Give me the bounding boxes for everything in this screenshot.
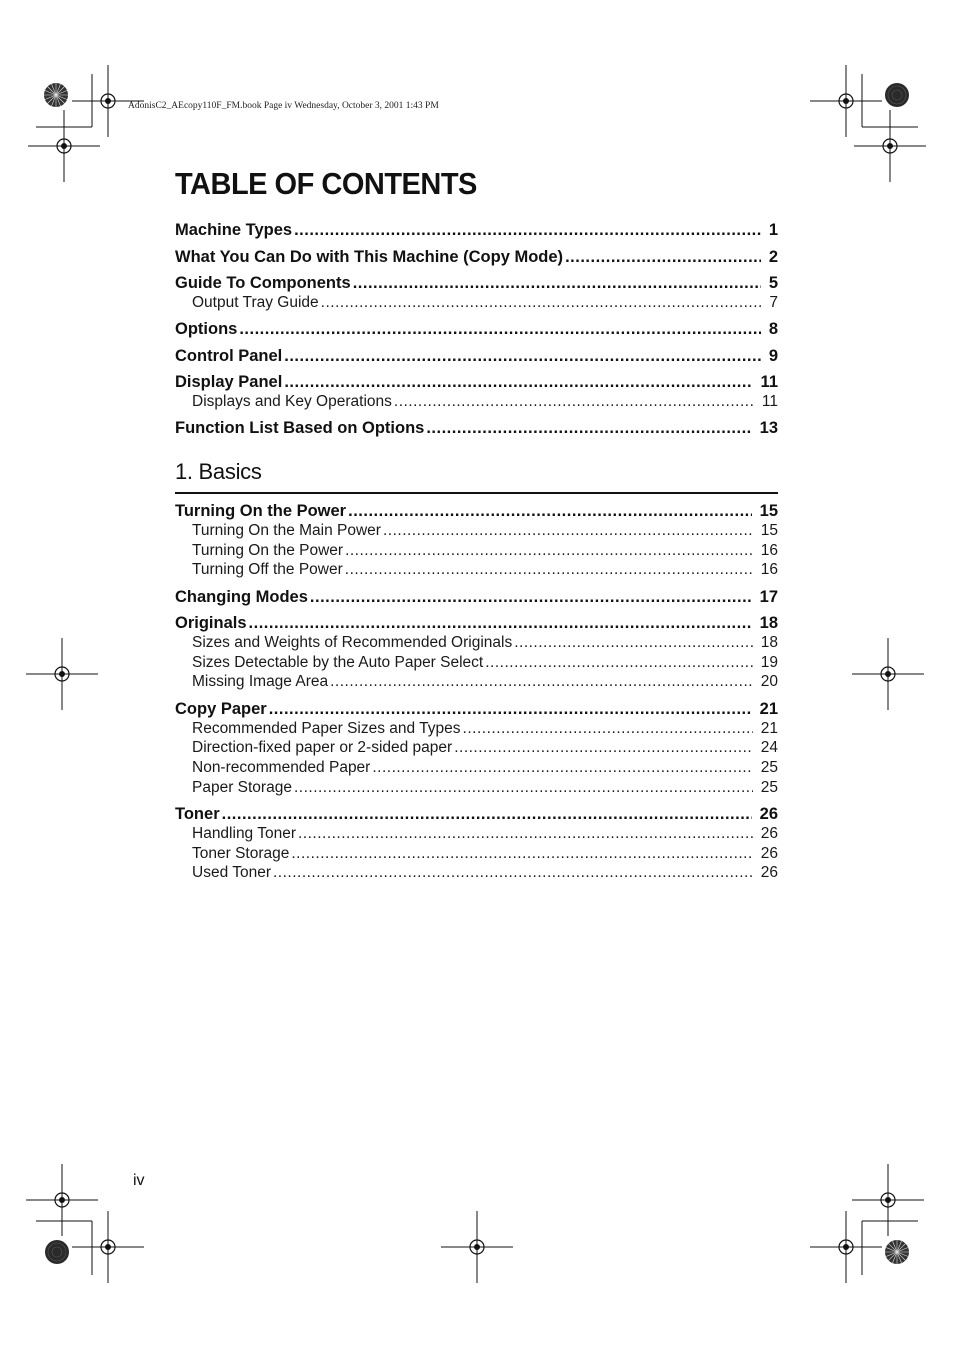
- side-mark-left: [26, 638, 98, 710]
- corner-mark-bottom-right: [810, 1164, 924, 1283]
- toc-entry-label: Missing Image Area: [192, 673, 329, 691]
- toc-page-number: 15: [760, 522, 778, 539]
- toc-page-number: 18: [760, 634, 778, 652]
- toc-entry[interactable]: [175, 805, 778, 825]
- toc-leader-dots: [394, 393, 754, 411]
- toc-subentry[interactable]: [175, 522, 778, 542]
- toc-entry-label: Sizes and Weights of Recommended Originals: [192, 634, 513, 652]
- toc-leader-dots: [348, 502, 752, 521]
- toc-subentry[interactable]: [175, 739, 778, 759]
- toc-subentry[interactable]: [175, 393, 778, 413]
- page-number: iv: [133, 1172, 145, 1189]
- toc-page-number: 25: [760, 759, 778, 776]
- chapter-title: 1. Basics: [175, 459, 262, 484]
- toc-leader-dots: [330, 673, 753, 691]
- side-mark-right: [852, 638, 924, 710]
- toc-leader-dots: [383, 522, 753, 540]
- toc-entry-label: Originals: [175, 614, 247, 633]
- toc-leader-dots: [463, 720, 753, 738]
- toc-leader-dots: [249, 614, 752, 633]
- toc-page-number: 20: [760, 673, 778, 691]
- toc-leader-dots: [284, 373, 752, 392]
- toc-leader-dots: [298, 825, 753, 843]
- toc-entry-label: Turning Off the Power: [192, 561, 343, 579]
- toc-entry-label: Turning On the Main Power: [192, 522, 381, 539]
- toc-page-number: 7: [769, 294, 778, 311]
- toc-leader-dots: [273, 864, 753, 882]
- toc-page-number: 9: [768, 346, 778, 365]
- bottom-center-mark: [441, 1211, 513, 1283]
- toc-subentry[interactable]: [175, 759, 778, 779]
- toc-leader-dots: [291, 845, 752, 863]
- toc-entry[interactable]: [175, 588, 778, 608]
- toc-leader-dots: [353, 274, 761, 293]
- toc-leader-dots: [239, 320, 760, 339]
- toc-entry-label: Handling Toner: [192, 824, 296, 842]
- toc-subentry[interactable]: [175, 654, 778, 674]
- toc-entry-label: Toner: [175, 804, 220, 823]
- toc-entry-label: What You Can Do with This Machine (Copy Mode): [175, 247, 564, 266]
- book-header-info: AdonisC2_AEcopy110F_FM.book Page iv Wednesday, October 3, 2001 1:43 PM: [128, 101, 439, 111]
- toc-entry-label: Control Panel: [175, 346, 283, 365]
- toc-leader-dots: [485, 654, 753, 672]
- toc-entry-label: Copy Paper: [175, 699, 267, 718]
- toc-page-number: 26: [760, 864, 778, 882]
- toc-subentry[interactable]: [175, 542, 778, 562]
- page-title: TABLE OF CONTENTS: [175, 168, 477, 202]
- toc-page-number: 1: [768, 221, 778, 239]
- toc-entry[interactable]: [175, 221, 778, 241]
- toc-entry-label: Guide To Components: [175, 274, 351, 292]
- toc-entry[interactable]: [175, 248, 778, 268]
- toc-page-number: 24: [760, 739, 778, 757]
- toc-entry[interactable]: [175, 347, 778, 367]
- toc-leader-dots: [284, 347, 761, 366]
- toc-page-number: 17: [759, 587, 778, 606]
- toc-subentry[interactable]: [175, 825, 778, 845]
- toc-entry-label: Non-recommended Paper: [192, 759, 371, 776]
- toc-entry-label: Turning On the Power: [192, 541, 344, 559]
- chapter-rule: [175, 492, 778, 494]
- toc-entry[interactable]: [175, 502, 778, 522]
- toc-leader-dots: [294, 779, 753, 797]
- toc-page-number: 25: [760, 778, 778, 796]
- toc-leader-dots: [345, 561, 753, 579]
- toc-entry-label: Used Toner: [192, 864, 271, 882]
- toc-leader-dots: [514, 634, 753, 652]
- toc-entry[interactable]: [175, 320, 778, 340]
- toc-page-number: 16: [760, 541, 778, 559]
- toc-basics: [175, 502, 778, 884]
- toc-entry-label: Output Tray Guide: [192, 294, 319, 311]
- toc-entry-label: Sizes Detectable by the Auto Paper Select: [192, 653, 484, 671]
- toc-entry-label: Machine Types: [175, 221, 293, 239]
- toc-leader-dots: [426, 419, 751, 438]
- toc-entry-label: Function List Based on Options: [175, 419, 425, 438]
- toc-page-number: 21: [760, 719, 778, 737]
- toc-subentry[interactable]: [175, 779, 778, 799]
- toc-entry-label: Toner Storage: [192, 844, 290, 862]
- toc-leader-dots: [321, 294, 762, 312]
- toc-front: [175, 221, 778, 439]
- toc-entry[interactable]: [175, 274, 778, 294]
- toc-page-number: 19: [760, 653, 778, 671]
- toc-leader-dots: [269, 700, 752, 719]
- toc-page-number: 15: [759, 502, 778, 520]
- toc-page-number: 5: [768, 274, 778, 292]
- toc-entry-label: Display Panel: [175, 373, 283, 392]
- toc-entry[interactable]: [175, 700, 778, 720]
- toc-entry[interactable]: [175, 419, 778, 439]
- toc-subentry[interactable]: [175, 673, 778, 693]
- toc-page-number: 26: [760, 844, 778, 862]
- toc-subentry[interactable]: [175, 845, 778, 865]
- toc-page-number: 13: [759, 419, 778, 438]
- toc-leader-dots: [310, 588, 752, 607]
- toc-page-number: 11: [760, 373, 778, 392]
- toc-entry-label: Direction-fixed paper or 2-sided paper: [192, 739, 453, 757]
- toc-subentry[interactable]: [175, 720, 778, 740]
- toc-page-number: 26: [759, 804, 778, 823]
- toc-entry-label: Changing Modes: [175, 587, 308, 606]
- toc-subentry[interactable]: [175, 294, 778, 314]
- toc-entry-label: Turning On the Power: [175, 502, 347, 520]
- toc-entry[interactable]: [175, 614, 778, 634]
- toc-leader-dots: [294, 221, 761, 240]
- toc-page-number: 18: [759, 614, 778, 633]
- toc-entry-label: Options: [175, 320, 238, 339]
- toc-entry[interactable]: [175, 373, 778, 393]
- toc-page-number: 26: [760, 824, 778, 842]
- toc-page-number: 16: [760, 561, 778, 579]
- toc-leader-dots: [454, 739, 753, 757]
- toc-page-number: 2: [768, 247, 778, 266]
- toc-page-number: 21: [759, 699, 778, 718]
- toc-leader-dots: [372, 759, 752, 777]
- toc-leader-dots: [345, 542, 753, 560]
- toc-subentry[interactable]: [175, 634, 778, 654]
- toc-leader-dots: [222, 805, 752, 824]
- corner-mark-top-right: [810, 65, 926, 182]
- corner-mark-top-left: [28, 65, 144, 182]
- toc-subentry[interactable]: [175, 864, 778, 884]
- toc-entry-label: Paper Storage: [192, 778, 292, 796]
- toc-page-number: 8: [768, 320, 778, 339]
- toc-entry-label: Recommended Paper Sizes and Types: [192, 719, 461, 737]
- toc-leader-dots: [565, 248, 761, 267]
- corner-mark-bottom-left: [26, 1164, 144, 1283]
- toc-subentry[interactable]: [175, 561, 778, 581]
- toc-entry-label: Displays and Key Operations: [192, 393, 392, 411]
- toc-page-number: 11: [761, 393, 778, 411]
